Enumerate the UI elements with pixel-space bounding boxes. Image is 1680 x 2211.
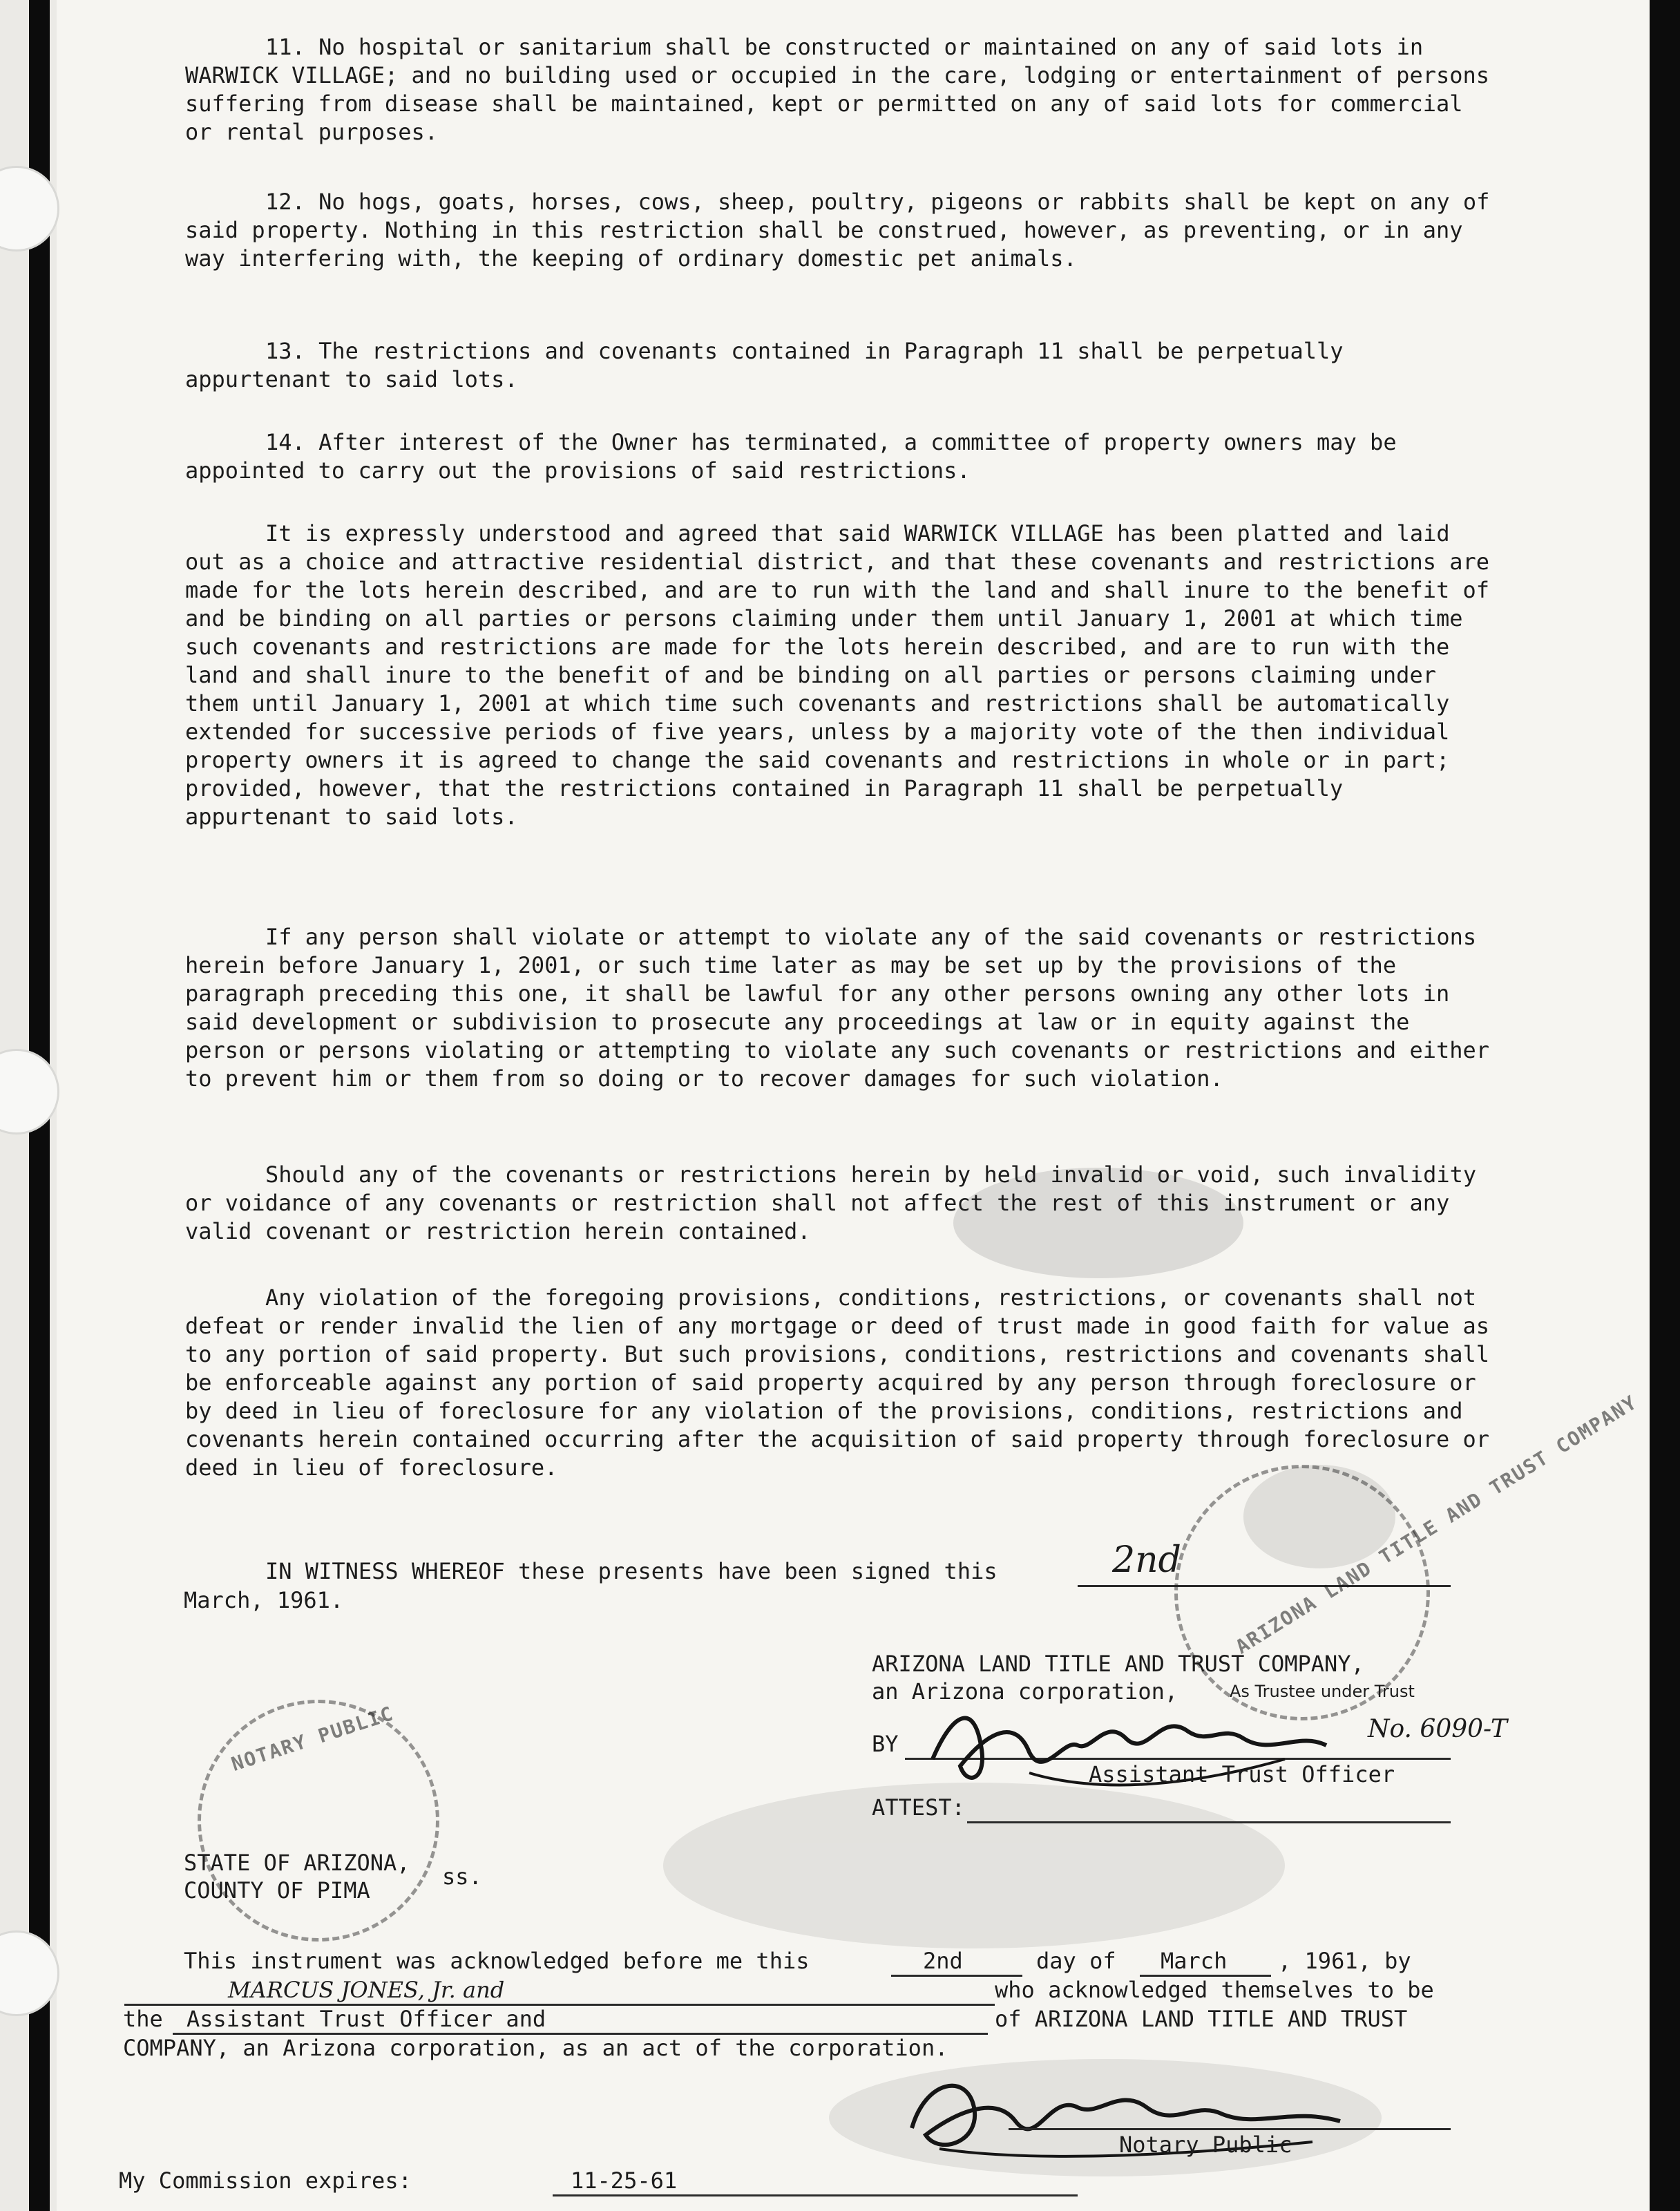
ack-day-label: day of [1036, 1948, 1116, 1974]
commission-line [553, 2194, 1078, 2196]
trust-number: No. 6090-T [1368, 1715, 1507, 1743]
notary-label: Notary Public [1119, 2132, 1292, 2158]
ack-who: who acknowledged themselves to be [995, 1977, 1434, 2003]
paragraph-covenants-term: It is expressly understood and agreed that said WARWICK VILLAGE has been platted and laid out as a choice and attractive residential district, and that these covenants and restrictions are made for the lots herein described, and are to run with the land and shall inure to the benefit of and be binding on all parties or persons claiming under them until January 1, 2001 at which time such covenants and restrictions are made for the lots herein described, and are to run with the land and shall inure to the benefit of and be binding on all parties or persons claiming under them until January 1, 2001 at which time such covenants and restrictions shall be automatically extended for successive periods of five years, unless by a majority vote of the then individual property owners it is agreed to change the said covenants and restrictions in whole or in part; provided, however, that the restrictions contained in Paragraph 11 shall be perpetually appurtenant to said lots. [185, 520, 1490, 830]
county-label: COUNTY OF PIMA [184, 1877, 370, 1904]
witness-clause: IN WITNESS WHEREOF these presents have been signed this [265, 1558, 998, 1584]
paragraph-mortgage-lien: Any violation of the foregoing provisions, conditions, restrictions, or covenants shall not defeat or render invalid the lien of any mortgage or deed of trust made in good faith for value as to any portion of said property. But such provisions, conditions, restrictions and covenants shall be enforceable against any portion of said property acquired by any person through foreclosure or by deed in lieu of foreclosure for any violation of the provisions, conditions, restrictions and covenants herein contained occurring after the acquisition of said property through foreclosure or deed in lieu of foreclosure. [185, 1284, 1490, 1481]
attest-label: ATTEST: [872, 1794, 965, 1821]
by-label: BY [872, 1731, 899, 1757]
ack-company: COMPANY, an Arizona corporation, as an act of the corporation. [123, 2035, 948, 2061]
ack-titles: Assistant Trust Officer and [187, 2006, 546, 2032]
commission-date: 11-25-61 [571, 2167, 678, 2194]
notary-signature-line [1009, 2128, 1451, 2130]
witness-day: 2nd [1112, 1539, 1181, 1581]
paragraph-severability: Should any of the covenants or restrictions herein by held invalid or void, such invalidity or voidance of any covenants or restriction shall not affect the rest of this instrument or any valid covenant or restriction herein contained. [185, 1161, 1477, 1244]
ack-day: 2nd [923, 1948, 963, 1974]
scan-edge-right [1650, 0, 1680, 2211]
commission-label: My Commission expires: [119, 2167, 412, 2194]
ss-label: ss. [442, 1863, 482, 1890]
ack-month: March [1161, 1948, 1228, 1974]
paragraph-11: 11. No hospital or sanitarium shall be constructed or maintained on any of said lots in WARWICK VILLAGE; and no building used or occupied in the care, lodging or entertainment of persons suffering from disease shall be maintained, kept or permitted on any of said lots for commercial or rental purposes. [185, 34, 1490, 145]
corporate-seal-text: ARIZONA LAND TITLE AND TRUST COMPANY [1231, 1390, 1642, 1659]
ack-names: MARCUS JONES, Jr. and [228, 1977, 505, 2003]
officer-title: Assistant Trust Officer [1089, 1761, 1395, 1787]
paragraph-12: 12. No hogs, goats, horses, cows, sheep, poultry, pigeons or rabbits shall be kept on any of said property. Nothing in this restriction shall be construed, however, as preventing, or in any way interfering with, the keeping of ordinary domestic pet animals. [185, 189, 1490, 272]
witness-date: March, 1961. [184, 1587, 344, 1613]
trust-note: As Trustee under Trust [1230, 1682, 1415, 1701]
ack-intro: This instrument was acknowledged before me this [184, 1948, 810, 1974]
ack-the: the [123, 2006, 163, 2032]
ack-of: of ARIZONA LAND TITLE AND TRUST [995, 2006, 1408, 2032]
state-label: STATE OF ARIZONA, [184, 1850, 410, 1876]
paragraph-14: 14. After interest of the Owner has terminated, a committee of property owners may be appointed to carry out the provisions of said restrictions. [185, 429, 1397, 484]
ack-year: , 1961, by [1278, 1948, 1411, 1974]
company-desc: an Arizona corporation, [872, 1678, 1178, 1705]
notary-seal-text: NOTARY PUBLIC [228, 1701, 397, 1776]
scan-noise [663, 1783, 1285, 1948]
company-name: ARIZONA LAND TITLE AND TRUST COMPANY, [872, 1651, 1364, 1677]
attest-line [967, 1821, 1451, 1823]
paragraph-13: 13. The restrictions and covenants contained in Paragraph 11 shall be perpetually appurtenant to said lots. [185, 338, 1344, 392]
paragraph-violation-remedy: If any person shall violate or attempt to violate any of the said covenants or restrictions herein before January 1, 2001, or such time later as may be set up by the provisions of the paragraph preceding this one, it shall be lawful for any other persons owning any other lots in said development or subdivision to prosecute any proceedings at law or in equity against the person or persons violating or attempting to violate any such covenants or restrictions and either to prevent him or them from so doing or to recover damages for such violation. [185, 924, 1490, 1092]
